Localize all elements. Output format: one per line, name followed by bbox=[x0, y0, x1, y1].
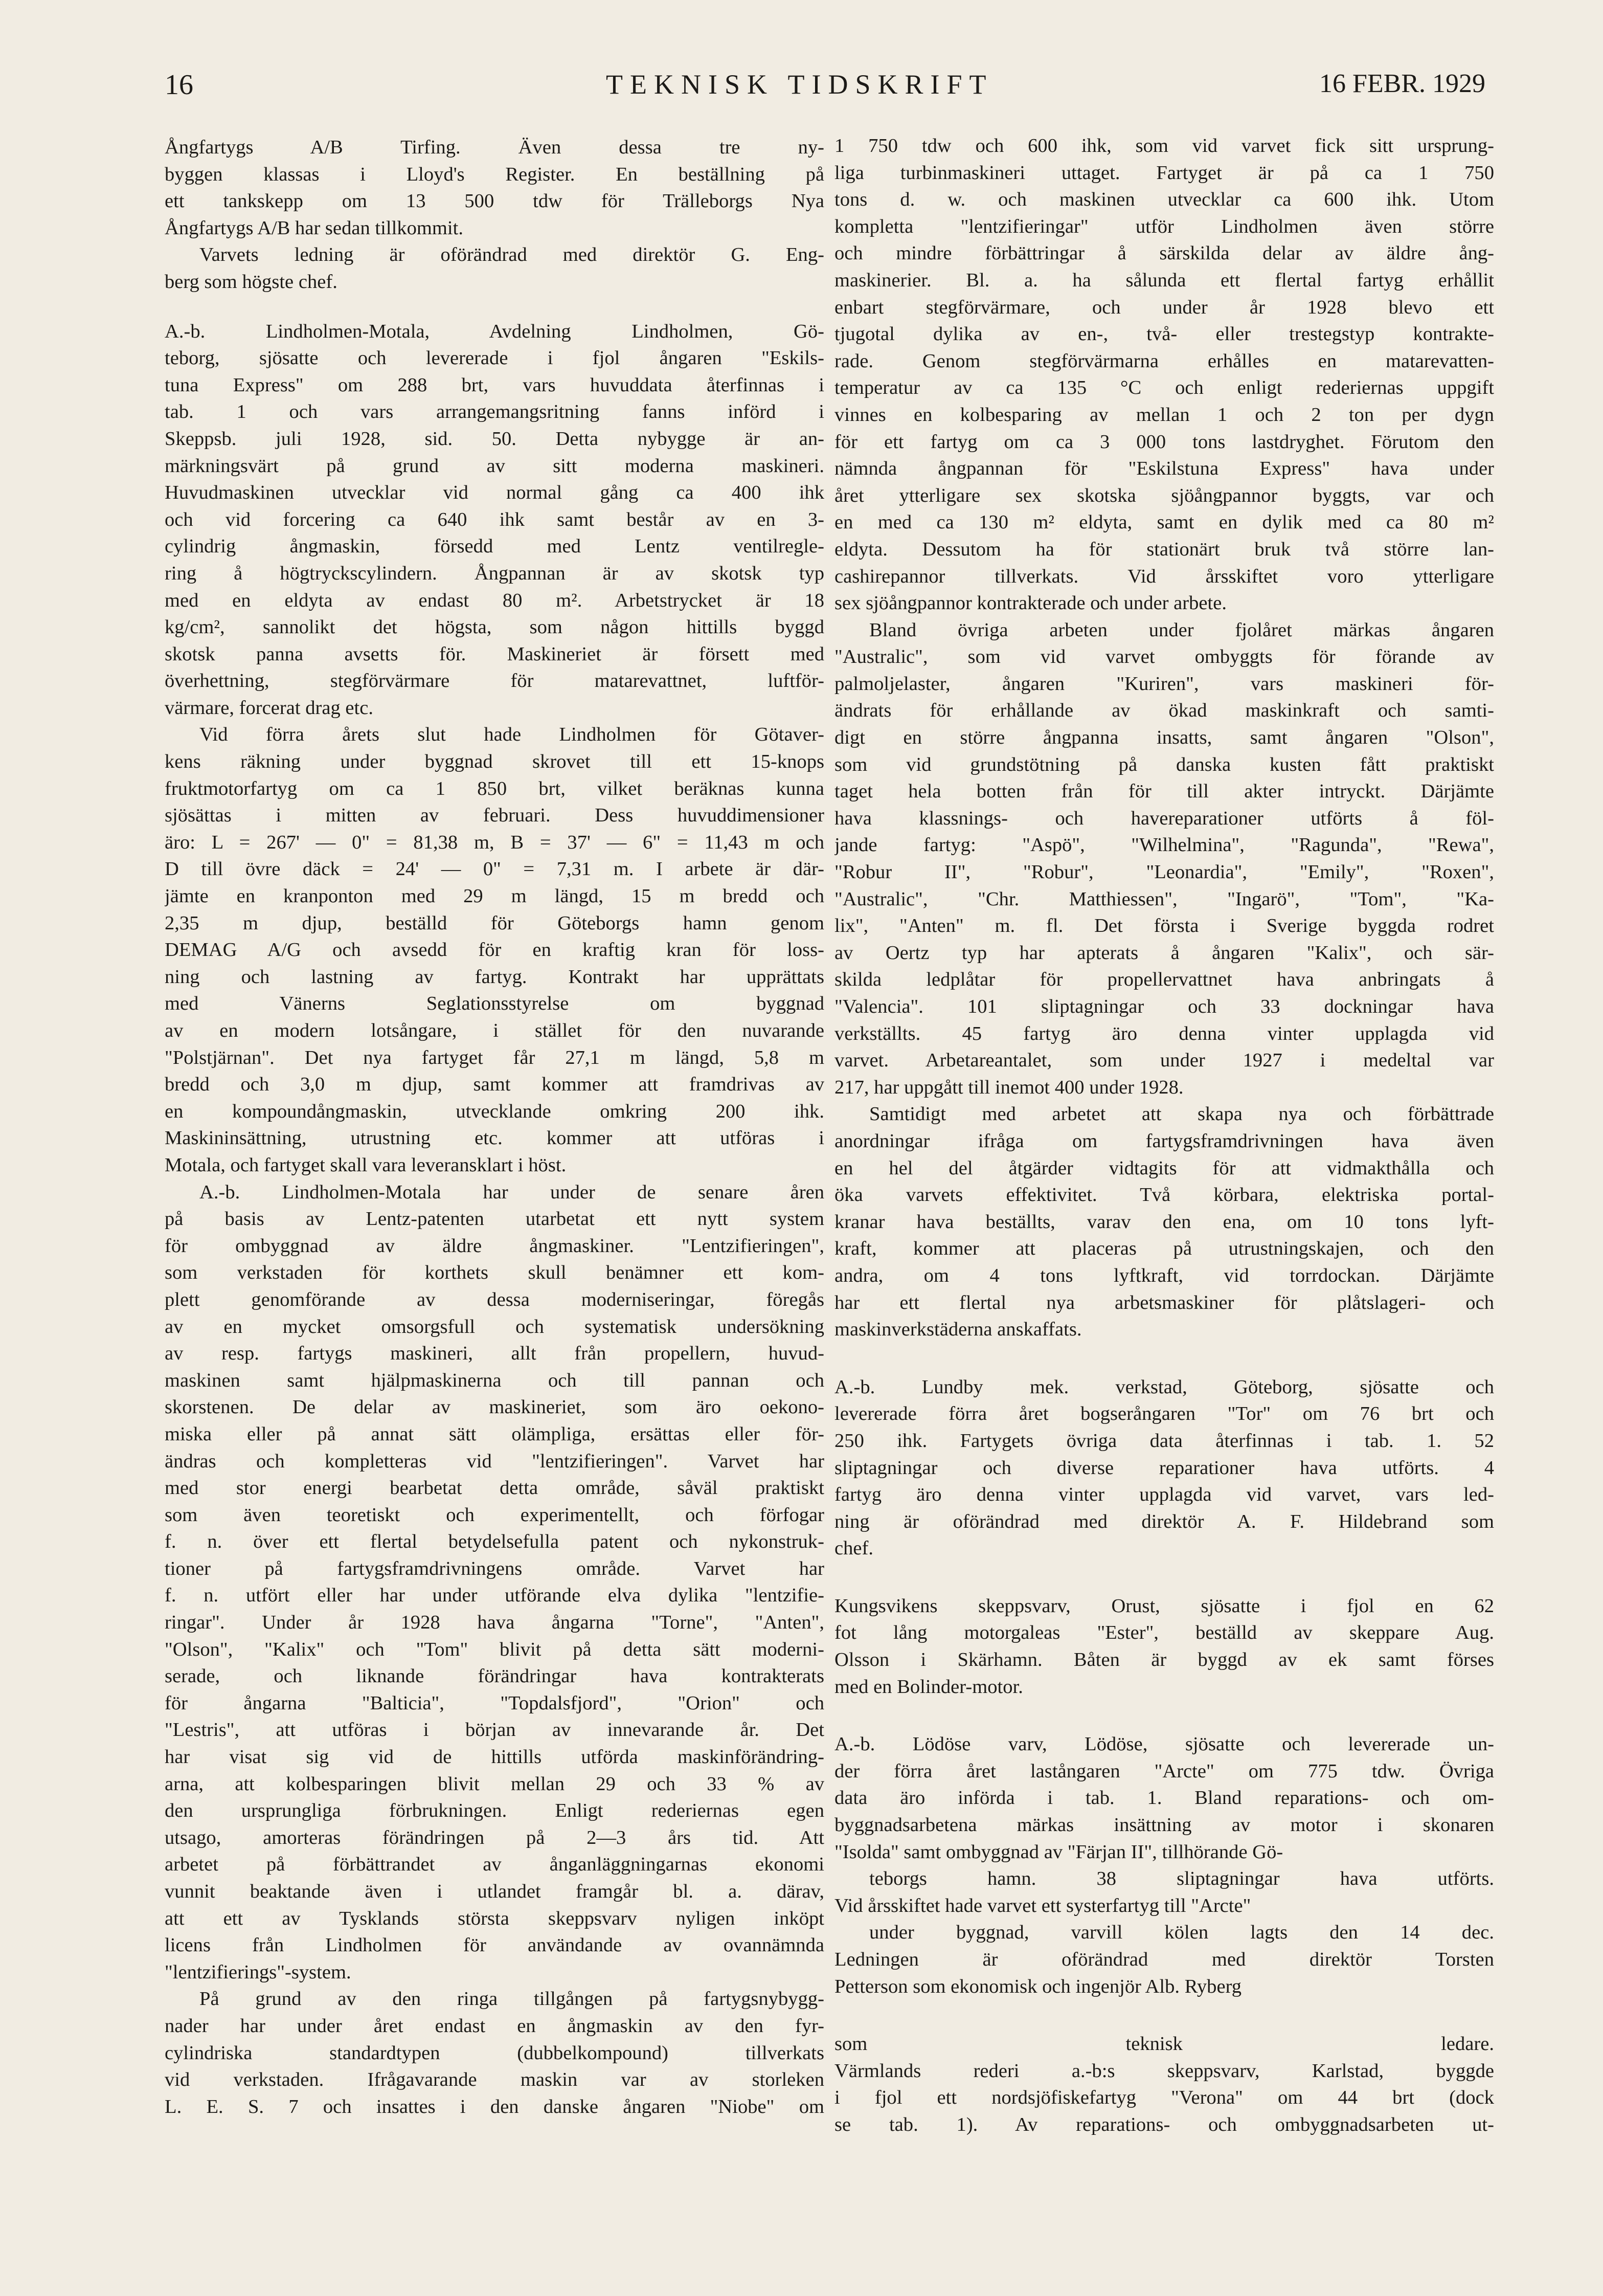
right-column-line: för ett fartyg om ca 3 000 tons lastdryghet. Förutom den bbox=[834, 431, 1494, 453]
left-column-line: Motala, och fartyget skall vara leveransklart i höst. bbox=[165, 1154, 567, 1176]
left-column-line: f. n. över ett flertal betydelsefulla patent och nykonstruk- bbox=[165, 1531, 824, 1553]
right-column-line: 1 750 tdw och 600 ihk, som vid varvet fick sitt ursprung- bbox=[834, 135, 1494, 157]
right-column-line: "Robur II", "Robur", "Leonardia", "Emily", "Roxen", bbox=[834, 861, 1494, 883]
right-column-line: teborgs hamn. 38 sliptagningar hava utförts. bbox=[869, 1868, 1494, 1890]
right-column-line: kompletta "lentzifieringar" utför Lindholmen även större bbox=[834, 215, 1494, 237]
right-column-line: enbart stegförvärmare, och under år 1928 blevo ett bbox=[834, 296, 1494, 318]
left-column-line: byggen klassas i Lloyd's Register. En beställning på bbox=[165, 163, 824, 185]
left-column-line: ning och lastning av fartyg. Kontrakt har upprättats bbox=[165, 966, 824, 988]
left-column-line: har visat sig vid de hittills utförda maskinförändring- bbox=[165, 1746, 824, 1768]
right-column-line: kranar hava beställts, varav den ena, om 10 tons lyft- bbox=[834, 1211, 1494, 1233]
right-column-line: vinnes en kolbesparing av mellan 1 och 2 ton per dygn bbox=[834, 404, 1494, 426]
left-column-line: en kompoundångmaskin, utvecklande omkring 200 ihk. bbox=[165, 1100, 824, 1122]
right-column-line: tjugotal dylika av en-, två- eller trestegstyp kontrakte- bbox=[834, 323, 1494, 345]
right-column-line: en hel del åtgärder vidtagits för att vidmakthålla och bbox=[834, 1157, 1494, 1179]
right-column-line: andra, om 4 tons lyftkraft, vid torrdockan. Därjämte bbox=[834, 1264, 1494, 1286]
right-column-line: av Oertz typ har apterats å ångaren "Kalix", och sär- bbox=[834, 942, 1494, 964]
right-column-line: digt en större ångpanna insatts, samt ångaren "Olson", bbox=[834, 727, 1494, 749]
left-column-line: licens från Lindholmen för användande av ovannämnda bbox=[165, 1934, 824, 1956]
right-column-line: under byggnad, varvill kölen lagts den 14 dec. bbox=[869, 1922, 1494, 1944]
right-column-line: ändrats för erhållande av ökad maskinkraft och samti- bbox=[834, 700, 1494, 722]
right-column-line: "Australic", som vid varvet ombyggts för förande av bbox=[834, 646, 1494, 668]
right-column-line: "Valencia". 101 sliptagningar och 33 dockningar hava bbox=[834, 996, 1494, 1017]
right-column-line: jande fartyg: "Aspö", "Wilhelmina", "Ragunda", "Rewa", bbox=[834, 834, 1494, 856]
left-column-line: ringar". Under år 1928 hava ångarna "Torne", "Anten", bbox=[165, 1612, 824, 1634]
left-column-line: cylindrig ångmaskin, försedd med Lentz ventilregle- bbox=[165, 536, 824, 558]
right-column-line: sliptagningar och diverse reparationer hava utförts. 4 bbox=[834, 1457, 1494, 1479]
left-column-line: Huvudmaskinen utvecklar vid normal gång ca 400 ihk bbox=[165, 482, 824, 504]
right-column-line: som vid grundstötning på danska kusten fått praktiskt bbox=[834, 753, 1494, 775]
left-column-line: på basis av Lentz-patenten utarbetat ett nytt system bbox=[165, 1208, 824, 1230]
left-column-line: sjösättas i mitten av februari. Dess huvuddimensioner bbox=[165, 805, 824, 827]
right-column-line: tons d. w. och maskinen utvecklar ca 600 ihk. Utom bbox=[834, 189, 1494, 211]
left-column-line: ett tankskepp om 13 500 tdw för Trälleborgs Nya bbox=[165, 190, 824, 212]
left-column-line: med stor energi bearbetat detta område, såväl praktiskt bbox=[165, 1477, 824, 1499]
left-column-line: skotsk panna avsetts för. Maskineriet är försett med bbox=[165, 643, 824, 665]
left-column-line: kg/cm², sannolikt det högsta, som någon hittills byggd bbox=[165, 616, 824, 638]
right-column-line: fot lång motorgaleas "Ester", beställd av skeppare Aug. bbox=[834, 1622, 1494, 1644]
right-column-line: fartyg äro denna vinter upplagda vid varvet, vars led- bbox=[834, 1484, 1494, 1506]
right-column-line: "Australic", "Chr. Matthiessen", "Ingarö", "Tom", "Ka- bbox=[834, 888, 1494, 910]
right-column-line: och mindre förbättringar å särskilda delar av äldre ång- bbox=[834, 242, 1494, 264]
page-number: 16 bbox=[165, 69, 193, 101]
left-column-line: av en mycket omsorgsfull och systematisk undersökning bbox=[165, 1316, 824, 1338]
left-column-line: serade, och liknande förändringar hava kontrakterats bbox=[165, 1665, 824, 1687]
right-column-line: "Isolda" samt ombyggnad av "Färjan II", tillhörande Gö- bbox=[834, 1841, 1283, 1863]
left-column-line: arna, att kolbesparingen blivit mellan 29 och 33 % av bbox=[165, 1773, 824, 1795]
left-column-line: L. E. S. 7 och insattes i den danske ångaren "Niobe" om bbox=[165, 2096, 824, 2117]
left-column-line: tab. 1 och vars arrangemangsritning fanns införd i bbox=[165, 401, 824, 423]
right-column-line: lix", "Anten" m. fl. Det första i Sverige byggda rodret bbox=[834, 915, 1494, 937]
right-column-line: maskinverkstäderna anskaffats. bbox=[834, 1319, 1082, 1341]
left-column-line: utsago, amorteras förändringen på 2—3 års tid. Att bbox=[165, 1826, 824, 1848]
left-column-line: Ångfartygs A/B har sedan tillkommit. bbox=[165, 217, 463, 239]
right-column-line: varvet. Arbetareantalet, som under 1927 i medeltal var bbox=[834, 1050, 1494, 1072]
left-column-line: tioner på fartygsframdrivningens område. Varvet har bbox=[165, 1557, 824, 1579]
left-column-line: kens räkning under byggnad skrovet till ett 15-knops bbox=[165, 751, 824, 773]
left-column-line: ändras och kompletteras vid "lentzifieringen". Varvet har bbox=[165, 1450, 824, 1472]
right-column-line: skilda ledplåtar för propellervattnet hava anbringats å bbox=[834, 969, 1494, 991]
right-column-line: hava klassnings- och havereparationer utförts å föl- bbox=[834, 807, 1494, 829]
right-column-line: temperatur av ca 135 °C och enligt rederiernas uppgift bbox=[834, 377, 1494, 399]
left-column-line: och vid forcering ca 640 ihk samt består av en 3- bbox=[165, 508, 824, 530]
left-column-line: Vid förra årets slut hade Lindholmen för Götaver- bbox=[199, 724, 824, 746]
right-column-line: cashirepannor tillverkats. Vid årsskiftet voro ytterligare bbox=[834, 565, 1494, 587]
right-column-line: Bland övriga arbeten under fjolåret märkas ångaren bbox=[869, 619, 1494, 641]
left-column-line: plett genomförande av dessa moderniseringar, föregås bbox=[165, 1288, 824, 1310]
right-column-line: sex sjöångpannor kontrakterade och under arbete. bbox=[834, 592, 1227, 614]
left-column-line: av en modern lotsångare, i stället för den nuvarande bbox=[165, 1020, 824, 1041]
left-column-line: cylindriska standardtypen (dubbelkompound) tillverkats bbox=[165, 2042, 824, 2064]
left-column-line: jämte en kranponton med 29 m längd, 15 m bredd och bbox=[165, 885, 824, 907]
left-column-line: Varvets ledning är oförändrad med direktör G. Eng- bbox=[199, 244, 824, 266]
right-column-line: levererade förra året bogserångaren "Tor" om 76 brt och bbox=[834, 1403, 1494, 1425]
left-column-line: vid verkstaden. Ifrågavarande maskin var av storleken bbox=[165, 2069, 824, 2091]
left-column-line: tuna Express" om 288 brt, vars huvuddata återfinnas i bbox=[165, 374, 824, 396]
left-column-line: maskinen samt hjälpmaskinerna och till pannan och bbox=[165, 1369, 824, 1391]
right-column-line: Kungsvikens skeppsvarv, Orust, sjösatte i fjol en 62 bbox=[834, 1595, 1494, 1617]
left-column-line: På grund av den ringa tillgången på fartygsnybygg- bbox=[199, 1988, 824, 2010]
right-column-line: byggnadsarbetena märkas insättning av motor i skonaren bbox=[834, 1814, 1494, 1836]
left-column-line: "Polstjärnan". Det nya fartyget får 27,1 m längd, 5,8 m bbox=[165, 1046, 824, 1068]
right-column-line: eldyta. Dessutom ha för stationärt bruk två större lan- bbox=[834, 538, 1494, 560]
left-column-line: "lentzifierings"-system. bbox=[165, 1961, 351, 1983]
right-column-line: anordningar ifråga om fartygsframdrivningen hava även bbox=[834, 1130, 1494, 1152]
left-column-line: "Lestris", att utföras i början av innevarande år. Det bbox=[165, 1719, 824, 1741]
left-column-line: den ursprungliga förbrukningen. Enligt rederiernas egen bbox=[165, 1800, 824, 1822]
right-column-line: kraft, kommer att placeras på utrustningskajen, och den bbox=[834, 1238, 1494, 1260]
left-column-line: att ett av Tysklands största skeppsvarv nyligen inköpt bbox=[165, 1907, 824, 1929]
left-column-line: värmare, forcerat drag etc. bbox=[165, 697, 374, 719]
right-column bbox=[834, 132, 1494, 2138]
left-column-line: bredd och 3,0 m djup, samt kommer att framdrivas av bbox=[165, 1074, 824, 1096]
left-column-line: D till övre däck = 24' — 0" = 7,31 m. I arbete är där- bbox=[165, 858, 824, 880]
left-column-line: som även teoretiskt och experimentellt, och förfogar bbox=[165, 1504, 824, 1526]
left-column bbox=[165, 134, 824, 2120]
right-column-line: verkställts. 45 fartyg äro denna vinter upplagda vid bbox=[834, 1022, 1494, 1044]
right-column-line: ning är oförändrad med direktör A. F. Hildebrand som bbox=[834, 1510, 1494, 1532]
left-column-line: överhettning, stegförvärmare för matarevattnet, luftför- bbox=[165, 670, 824, 692]
left-column-line: f. n. utfört eller har under utförande elva dylika "lentzifie- bbox=[165, 1585, 824, 1607]
right-column-line: der förra året lastångaren "Arcte" om 775 tdw. Övriga bbox=[834, 1760, 1494, 1782]
left-column-line: för ombyggnad av äldre ångmaskiner. "Lentzifieringen", bbox=[165, 1235, 824, 1257]
left-column-line: med en eldyta av endast 80 m². Arbetstrycket är 18 bbox=[165, 589, 824, 611]
right-column-line: A.-b. Lödöse varv, Lödöse, sjösatte och levererade un- bbox=[834, 1733, 1494, 1755]
right-column-line: maskinerier. Bl. a. ha sålunda ett flertal fartyg erhållit bbox=[834, 269, 1494, 291]
left-column-line: nader har under året endast en ångmaskin av den fyr- bbox=[165, 2015, 824, 2037]
left-column-line: som verkstaden för korthets skull benämner ett kom- bbox=[165, 1262, 824, 1284]
right-column-line: liga turbinmaskineri uttaget. Fartyget är på ca 1 750 bbox=[834, 162, 1494, 184]
left-column-line: Maskininsättning, utrustning etc. kommer att utföras i bbox=[165, 1127, 824, 1149]
left-column-line: vunnit beaktande även i utlandet framgår bl. a. därav, bbox=[165, 1881, 824, 1902]
issue-date: 16 FEBR. 1929 bbox=[1319, 69, 1486, 98]
left-column-line: ring å högtryckscylindern. Ångpannan är av skotsk typ bbox=[165, 562, 824, 584]
right-column-line: med en Bolinder-motor. bbox=[834, 1676, 1023, 1698]
right-column-line: se tab. 1). Av reparations- och ombyggnadsarbeten ut- bbox=[834, 2113, 1494, 2135]
left-column-line: berg som högste chef. bbox=[165, 271, 337, 293]
left-column-line: A.-b. Lindholmen-Motala har under de senare åren bbox=[199, 1181, 824, 1203]
left-column-line: A.-b. Lindholmen-Motala, Avdelning Lindholmen, Gö- bbox=[165, 320, 824, 342]
left-column-line: arbetet på förbättrandet av ånganläggningarnas ekonomi bbox=[165, 1854, 824, 1876]
left-column-line: för ångarna "Balticia", "Topdalsfjord", "Orion" och bbox=[165, 1692, 824, 1714]
right-column-line: Samtidigt med arbetet att skapa nya och förbättrade bbox=[869, 1103, 1494, 1125]
left-column-line: DEMAG A/G och avsedd för en kraftig kran för loss- bbox=[165, 939, 824, 961]
right-column-line: Petterson som ekonomisk och ingenjör Alb. Ryberg bbox=[834, 1975, 1242, 1997]
right-column-line: nämnda ångpannan för "Eskilstuna Express" hava under bbox=[834, 458, 1494, 480]
right-column-line: data äro införda i tab. 1. Bland reparations- och om- bbox=[834, 1787, 1494, 1809]
right-column-line: Olsson i Skärhamn. Båten är byggd av ek samt förses bbox=[834, 1649, 1494, 1671]
left-column-line: fruktmotorfartyg om ca 1 850 brt, vilket beräknas kunna bbox=[165, 777, 824, 799]
right-column-line: 217, har uppgått till inemot 400 under 1928. bbox=[834, 1076, 1184, 1098]
right-column-line: året ytterligare sex skotska sjöångpannor byggts, var och bbox=[834, 484, 1494, 506]
left-column-line: Skeppsb. juli 1928, sid. 50. Detta nybygge är an- bbox=[165, 428, 824, 450]
right-column-line: A.-b. Lundby mek. verkstad, Göteborg, sjösatte och bbox=[834, 1376, 1494, 1398]
right-column-line: 250 ihk. Fartygets övriga data återfinnas i tab. 1. 52 bbox=[834, 1430, 1494, 1452]
left-column-line: skorstenen. De delar av maskineriet, som äro oekono- bbox=[165, 1396, 824, 1418]
left-column-line: av resp. fartygs maskineri, allt från propellern, huvud- bbox=[165, 1343, 824, 1365]
right-column-line: Värmlands rederi a.-b:s skeppsvarv, Karlstad, byggde bbox=[834, 2060, 1494, 2082]
journal-title: TEKNISK TIDSKRIFT bbox=[606, 69, 994, 100]
right-column-line: i fjol ett nordsjöfiskefartyg "Verona" om 44 brt (dock bbox=[834, 2087, 1494, 2109]
left-column-line: Ångfartygs A/B Tirfing. Även dessa tre ny- bbox=[165, 137, 824, 158]
right-column-line: har ett flertal nya arbetsmaskiner för plåtslageri- och bbox=[834, 1291, 1494, 1313]
left-column-line: miska eller på annat sätt olämpliga, ersättas eller för- bbox=[165, 1423, 824, 1445]
left-column-line: teborg, sjösatte och levererade i fjol ångaren "Eskils- bbox=[165, 347, 824, 369]
left-column-line: med Vänerns Seglationsstyrelse om byggnad bbox=[165, 993, 824, 1015]
right-column-line: taget hela botten från för till akter intryckt. Därjämte bbox=[834, 781, 1494, 803]
left-column-line: 2,35 m djup, beställd för Göteborgs hamn genom bbox=[165, 912, 824, 934]
right-column-line: rade. Genom stegförvärmarna erhålles en matarevatten- bbox=[834, 350, 1494, 372]
right-column-line: palmoljelaster, ångaren "Kuriren", vars maskineri för- bbox=[834, 673, 1494, 695]
left-column-line: "Olson", "Kalix" och "Tom" blivit på detta sätt moderni- bbox=[165, 1638, 824, 1660]
left-column-line: märkningsvärt på grund av sitt moderna maskineri. bbox=[165, 455, 824, 477]
right-column-line: öka varvets effektivitet. Två körbara, elektriska portal- bbox=[834, 1184, 1494, 1206]
right-column-line: chef. bbox=[834, 1537, 874, 1559]
right-column-line: som teknisk ledare. bbox=[834, 2033, 1494, 2055]
right-column-line: Ledningen är oförändrad med direktör Torsten bbox=[834, 1949, 1494, 1970]
right-column-line: en med ca 130 m² eldyta, samt en dylik med ca 80 m² bbox=[834, 511, 1494, 533]
left-column-line: äro: L = 267' — 0" = 81,38 m, B = 37' — 6" = 11,43 m och bbox=[165, 831, 824, 853]
right-column-line: Vid årsskiftet hade varvet ett systerfartyg till "Arcte" bbox=[834, 1894, 1251, 1916]
